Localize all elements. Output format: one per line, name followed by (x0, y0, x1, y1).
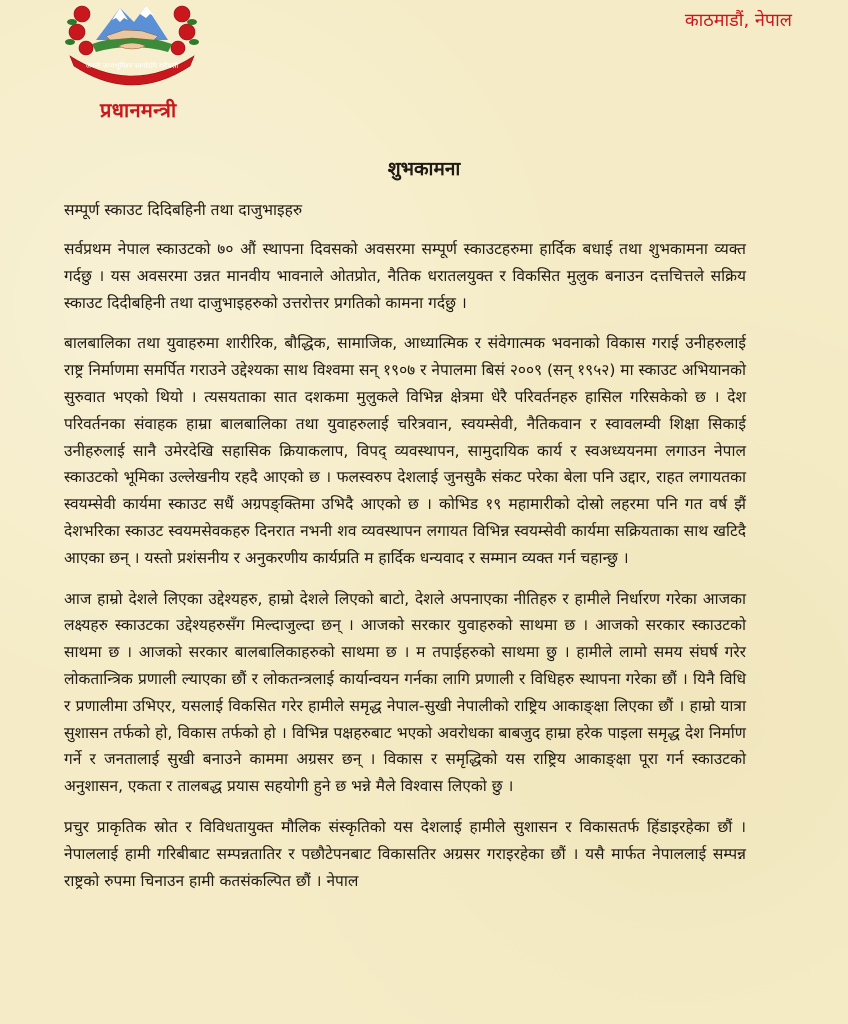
paragraph-1: सर्वप्रथम नेपाल स्काउटको ७० औं स्थापना दिवसको अवसरमा सम्पूर्ण स्काउटहरुमा हार्दिक बधाई तथा शुभकामना व्यक्त गर्दछु । यस अवसरमा उन्नत मानवीय भावनाले ओतप्रोत, नैतिक धरातलयुक्त र विकसित मुलुक बनाउन दत्तचित्तले सक्रिय स्काउट दिदीबहिनी तथा दाजुभाइहरुको उत्तरोत्तर प्रगतिको कामना गर्दछु । (64, 240, 746, 312)
paragraph-4: प्रचुर प्राकृतिक स्रोत र विविधतायुक्त मौलिक संस्कृतिको यस देशलाई हामीले सुशासन र विकासतर्फ हिंडाइरहेका छौं । नेपाललाई हामी गरिबीबाट सम्पन्नतातिर र पछौटेपनबाट विकासतिर अग्रसर गराइरहेका छौं । यसै मार्फत नेपाललाई सम्पन्न राष्ट्रको रुपमा चिनाउन हामी कतसंकल्पित छौं । नेपाल (64, 817, 746, 890)
location-text: काठमाडौं, नेपाल (684, 10, 792, 31)
paragraph-3: आज हाम्रो देशले लिएका उद्देश्यहरु, हाम्रो देशले लिएको बाटो, देशले अपनाएका नीतिहरु र हामीले निर्धारण गरेका आजका लक्ष्यहरु स्काउटका उद्देश्यहरुसँग मिल्दाजुल्दा छन् । आजको सरकार युवाहरुको साथमा छ । आजको सरकार स्काउटको साथमा छ । आजको सरकार बालबालिकाहरुको साथमा छ । म तपाईहरुको साथमा छु । हामीले लामो समय संघर्ष गरेर लोकतान्त्रिक प्रणाली ल्याएका छौं र लोकतन्त्रलाई कार्यान्वयन गर्नका लागि प्रणाली र विधिहरु स्थापना गरेका छौं । यिनै विधि र प्रणालीमा उभिएर, यसलाई विकसित गरेर हामीले समृद्ध नेपाल-सुखी नेपालीको राष्ट्रिय आकाङ्क्षा लिएका छौं । हाम्रो यात्रा सुशासन तर्फको हो, विकास तर्फको हो । विभिन्न पक्षहरुबाट भएको अवरोधका बाबजुद हाम्रा हरेक पाइला समृद्ध देश निर्माण गर्ने र जनतालाई सुखी बनाउने काममा अग्रसर छन् । विकास र समृद्धिको यस राष्ट्रिय आकाङ्क्षा पूरा गर्न स्काउटको अनुशासन, एकता र तालबद्ध प्रयास सहयोगी हुने छ भन्ने मैले विश्वास लिएको छु । (64, 589, 746, 796)
document-body (64, 236, 746, 908)
salutation: सम्पूर्ण स्काउट दिदिबहिनी तथा दाजुभाइहरु (64, 201, 303, 219)
office-title: प्रधानमन्त्री (100, 98, 177, 122)
nepal-emblem-icon (62, 0, 202, 88)
paragraph-2: बालबालिका तथा युवाहरुमा शारीरिक, बौद्धिक, सामाजिक, आध्यात्मिक र संवेगात्मक भवनाको विकास गराई उनीहरुलाई राष्ट्र निर्माणमा समर्पित गराउने उद्देश्यका साथ विश्वमा सन् १९०७ र नेपालमा बिसं २००९ (सन् १९५२) मा स्काउट अभियानको सुरुवात भएको थियो । त्यसयताका सात दशकमा मुलुकले विभिन्न क्षेत्रमा धेरै परिवर्तनहरु हासिल गरिसकेको छ । देश परिवर्तनका संवाहक हाम्रा बालबालिका तथा युवाहरुलाई चरित्रवान, स्वयम्सेवी, नैतिकवान र स्वावलम्वी शिक्षा सिकाई उनीहरुलाई सानै उमेरदेखि सहासिक क्रियाकलाप, विपद् व्यवस्थापन, सामुदायिक कार्य र स्वअध्ययनमा लगाउन नेपाल स्काउटको भूमिका उल्लेखनीय रहदै आएको छ । फलस्वरुप देशलाई जुनसुकै संकट परेका बेला पनि उद्दार, राहत लगायतका स्वयम्सेवी कार्यमा स्काउट सधैं अग्रपङ्क्तिमा उभिदै आएको छ । कोभिड १९ महामारीको दोस्रो लहरमा पनि गत वर्ष झैं देशभरिका स्काउट स्वयमसेवकहरु दिनरात नभनी शव व्यवस्थापन लगायत विभिन्न स्वयम्सेवी कार्यमा सक्रियताका साथ खटिदै आएका छन् । यस्तो प्रशंसनीय र अनुकरणीय कार्यप्रति म हार्दिक धन्यवाद र सम्मान व्यक्त गर्न चहान्छु । (64, 334, 746, 567)
emblem-motto: जननी जन्मभूमिश्च स्वर्गादपि गरीयसी (85, 62, 179, 70)
document-title: शुभकामना (387, 158, 461, 180)
